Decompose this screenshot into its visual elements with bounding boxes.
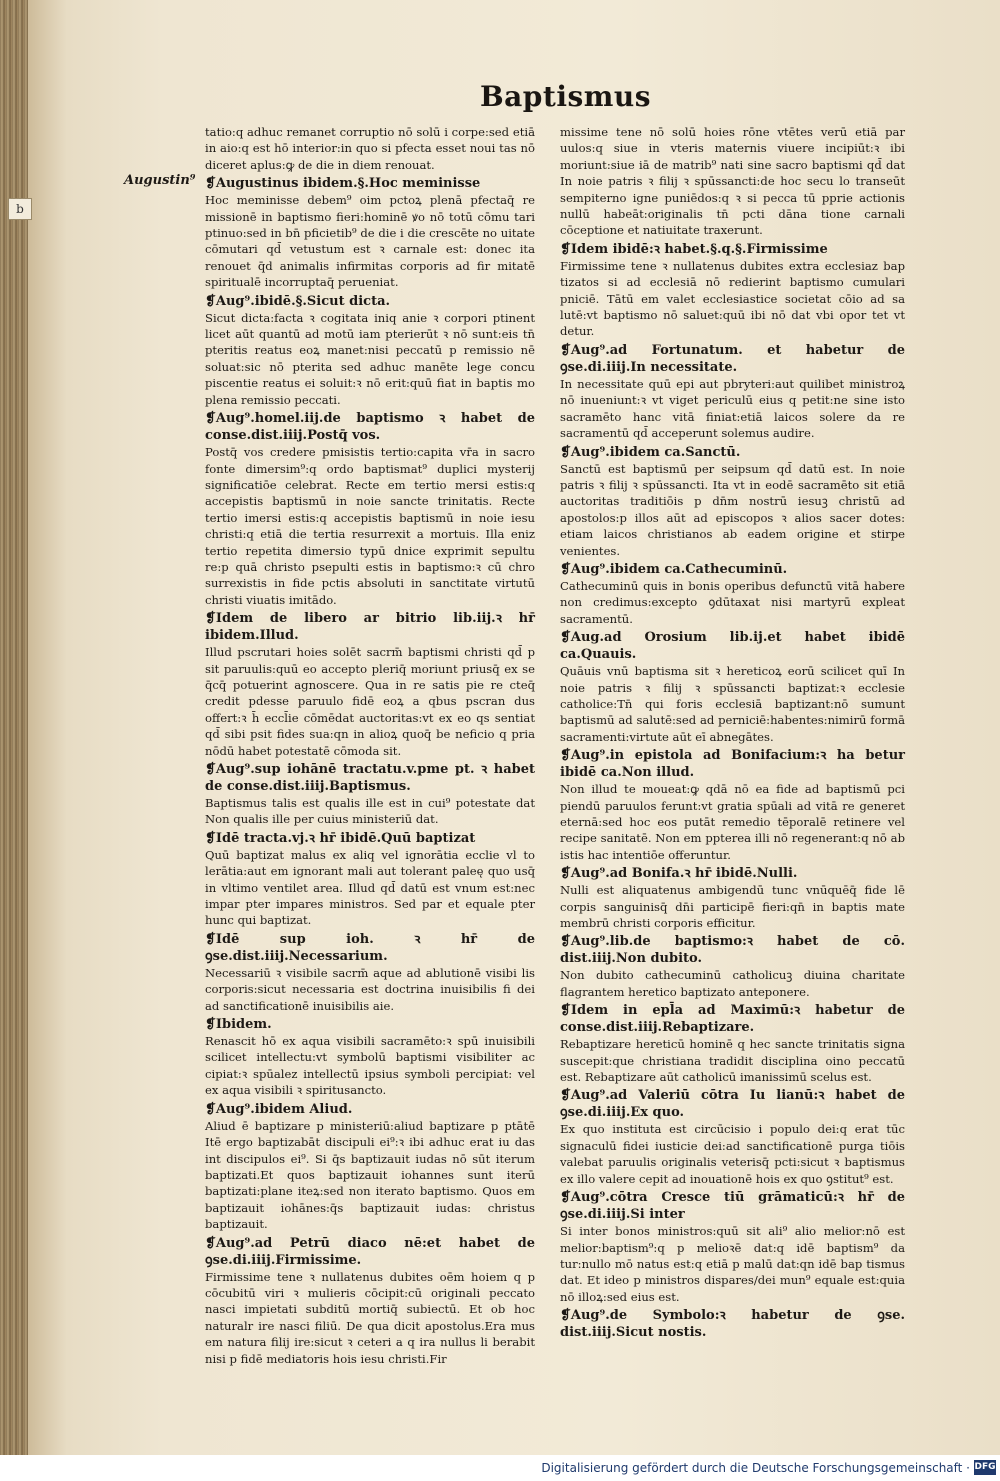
margin-note: Augustin⁹	[124, 173, 196, 188]
rubric-heading: ❡Aug⁹.ad Valeriū cōtra Iu lianū:ꝛ habet de ꝯse.di.iiij.Ex quo.	[560, 1088, 905, 1121]
rubric-heading: ❡Aug⁹.ibidem ca.Cathecuminū.	[560, 561, 788, 577]
rubric-heading: ❡Idē sup ioh. ꝛ hr̄ de ꝯse.dist.iiij.Necessarium.	[205, 931, 535, 964]
text-paragraph: missime tene nō solū hoies rōne vtētes verū etiā par uulos:q siue in vteris maternis viuere incipiūt:ꝛ ibi moriunt:siue iā de matrib⁹ nati sine sacro baptismi qd̄ dat In noie patris ꝛ filij ꝛ spūssancti:de hoc secu lo transeūt sempiterno igne puniēdos:q ꝛ si pecca tū pprie actionis nullū habeāt:originalis tn̄ pcti dāna tione carnali cōceptione et natiuitate traxerunt.	[560, 125, 905, 238]
rubric-heading: ❡Aug⁹.sup iohānē tractatu.v.pme pt. ꝛ habet de conse.dist.iiij.Baptismus.	[205, 762, 535, 794]
text-paragraph: Si inter bonos ministros:quū sit ali⁹ alio melior:nō est melior:baptism⁹:q p melioꝛē dat:q idē baptism⁹ da tur:nullo mō natus est:q etiā p malū dat:qn idē bap tismus dat. Et ideo p ministros dispares/dei mun⁹ equale est:quia nō illoꝝ:sed eius est.	[560, 1224, 905, 1304]
rubric-heading: ❡Aug.ad Orosium lib.ij.et habet ibidē ca.Quauis.	[560, 630, 905, 663]
right-column	[560, 124, 905, 1341]
rubric-heading: ❡Aug⁹.ad Fortunatum. et habetur de ꝯse.di.iiij.In necessitate.	[560, 342, 905, 375]
text-paragraph: Sicut dicta:facta ꝛ cogitata iniq anie ꝛ corpori ptinent licet aūt quantū ad motū iam pterierūt ꝛ nō sunt:eis tn̄ pteritis reatus eoꝝ manet:nisi peccatū p remissio nē soluat:sic nō pterita sed adhuc manēte lege concu piscentie reatus ei soluit:ꝛ nō erit:quū fiat in baptis mo plena remissio peccati.	[205, 310, 535, 407]
text-paragraph: Hoc meminisse debem⁹ oim pctoꝝ plenā pfectaq̄ re missionē in baptismo fieri:hominē ꝟo nō totū cōmu tari ptinuo:sed in bn̄ pficietib⁹ de die i die crescēte no uitate cōmutari qd̄ vetustum est ꝛ carnale est: donec ita renouet q̄d animalis infirmitas corporis ad fir mitatē spiritualē incorruptaq̄ perueniat.	[205, 193, 535, 290]
text-paragraph: Sanctū est baptismū per seipsum qd̄ datū est. In noie patris ꝛ filij ꝛ spūssancti. Ita vt in eodē sacramēto sit etiā auctoritas traditiōis p dn̄m nostrū iesuꝫ christū ad apostolos:p illos aūt ad episcopos ꝛ alios sacer dotes: etiam laicos christianos ab eadem origine et stirpe venientes.	[560, 461, 905, 558]
text-paragraph: tatio:q adhuc remanet corruptio nō solū i corpe:sed etiā in aio:q est hō interior:in quo si pfecta esset noui tas nō diceret aplus:ꝙ de die in diem renouat.	[205, 125, 535, 172]
page-title: Baptismus	[480, 80, 651, 113]
text-paragraph: Necessariū ꝛ visibile sacrm̄ aque ad ablutionē visibi lis corporis:sicut necessaria est doctrina inuisibilis fi dei ad sanctificationē inuisibilis aie.	[205, 965, 535, 1013]
text-paragraph: Firmissime tene ꝛ nullatenus dubites extra ecclesiaz bap tizatos si ad ecclesiā nō redierint baptismo cumulari pniciē. Tātū em valet ecclesiastice societat cōio ad sa lutē:vt baptismo nō saluet:quū ibi nō dat vbi opor tet vt detur.	[560, 258, 905, 339]
rubric-heading: ❡Aug⁹.homel.iij.de baptismo ꝛ habet de conse.dist.iiij.Postq̄ vos.	[205, 411, 535, 444]
tab-marker: b	[8, 198, 32, 220]
text-paragraph: Ex quo instituta est circūcisio i populo dei:q erat tūc signaculū fidei iusticie dei:ad sanctificationē purga tiōis valebat paruulis originalis veterisq̄ pcti:sicut ꝛ baptismus ex illo valere cepit ad inouationē hois ex quo ꝯstitut⁹ est.	[560, 1122, 905, 1186]
rubric-heading: ❡Aug⁹.in epistola ad Bonifacium:ꝛ ha betur ibidē ca.Non illud.	[560, 748, 905, 781]
dfg-logo-icon: DFG	[974, 1460, 996, 1475]
rubric-heading: ❡Idem de libero ar bitrio lib.iij.ꝛ hr̄ ibidem.Illud.	[205, 611, 535, 644]
text-paragraph: Firmissime tene ꝛ nullatenus dubites oēm hoiem q p cōcubitū viri ꝛ mulieris cōcipit:cū originali peccato nasci impietati subditū mortiq̄ subiectū. Et ob hoc naturalr ire nasci filiū. De qua dicit apostolus.Era mus em natura filij ire:sicut ꝛ ceteri a q ira nullus li berabit nisi p fidē mediatoris hois iesu christi.Fir	[205, 1269, 535, 1366]
rubric-heading: ❡Idem in epl̄a ad Maximū:ꝛ habetur de conse.dist.iiij.Rebaptizare.	[560, 1003, 905, 1036]
text-paragraph: Aliud ē baptizare p ministeriū:aliud baptizare p ptātē Itē ergo baptizabāt discipuli ei⁹:ꝛ ibi adhuc erat iu das int discipulos ei⁹. Si q̄s baptizauit iudas nō sūt iterum baptizati.Et quos baptizauit iohannes sunt iterū baptizati:plane iteꝝ:sed non iterato baptismo. Quos em baptizauit iohānes:q̄s baptizauit iudas: christus baptizauit.	[205, 1118, 535, 1232]
rubric-heading: ❡Idē tracta.vj.ꝛ hr̄ ibidē.Quū baptizat	[205, 830, 476, 846]
text-paragraph: Renascit hō ex aqua visibili sacramēto:ꝛ spū inuisibili scilicet intellectu:vt symbolū baptismi visibiliter ac cipiat:ꝛ spūalez intellectū ipsius symboli percipiat: vel ex aqua visibili ꝛ spiritusancto.	[205, 1034, 535, 1098]
text-paragraph: Rebaptizare hereticū hominē q hec sancte trinitatis signa suscepit:que christiana tradidit disciplina oino peccatū est. Rebaptizare aūt catholicū imanissimū scelus est.	[560, 1037, 905, 1085]
rubric-heading: ❡Idem ibidē:ꝛ habet.§.q.§.Firmissime	[560, 241, 828, 257]
rubric-heading: ❡Aug⁹.ibidē.§.Sicut dicta.	[205, 293, 391, 309]
text-paragraph: Quū baptizat malus ex aliq vel ignorātia ecclie vl to lerātia:aut em ignorant mali aut tolerant paleę quo usq̄ in vltimo ventilet area. Illud qd̄ datū est vnum est:nec impar pter impares ministros. Sed par et equale pter hunc qui baptizat.	[205, 847, 535, 928]
rubric-heading: ❡Aug⁹.ibidem Aliud.	[205, 1101, 353, 1117]
digitization-footer	[0, 1455, 1000, 1481]
rubric-heading: ❡Aug⁹.de Symbolo:ꝛ habetur de ꝯse. dist.iiij.Sicut nostis.	[560, 1308, 905, 1341]
show-through-ghost	[170, 80, 177, 105]
rubric-heading: ❡Aug⁹.lib.de baptismo:ꝛ habet de cō. dist.iiij.Non dubito.	[560, 934, 905, 967]
text-paragraph: Non illud te moueat:ꝙ qdā nō ea fide ad baptismū pci piendū paruulos ferunt:vt gratia spūali ad vitā re generet eternā:sed hoc eos putāt remedio tēporalē retinere vel recipe sanitatē. Non em ppterea illi nō regenerant:q nō ab istis hac intentiōe offeruntur.	[560, 782, 905, 862]
rubric-heading: ❡Aug⁹.ibidem ca.Sanctū.	[560, 444, 741, 460]
text-paragraph: Cathecuminū quis in bonis operibus defunctū vitā habere non credimus:excepto ꝯdūtaxat nisi martyrū expleat sacramentū.	[560, 578, 905, 626]
footer-credit-text: Digitalisierung gefördert durch die Deutsche Forschungsgemeinschaft ·	[541, 1461, 970, 1475]
text-paragraph: Postq̄ vos credere pmisistis tertio:capita vr̄a in sacro fonte dimersim⁹:q ordo baptismat⁹ duplici mysterij significatiōe celebrat. Recte em tertio mersi estis:q accepistis baptismū in noie sancte trinitatis. Recte tertio imersi estis:q accepistis baptismū in noie iesu christi:q etiā die tertia resurrexit a mortuis. Illa eniz tertio repetita dimersio typū dnice exprimit sepultu re:p quā christo psepulti estis in baptismo:ꝛ cū chro surrexistis in fide pctis absoluti in sanctitate virtutū christi viuatis imitādo.	[205, 445, 535, 607]
text-paragraph: Baptismus talis est qualis ille est in cui⁹ potestate dat Non qualis ille per cuius ministeriū dat.	[205, 796, 535, 827]
text-paragraph: Nulli est aliquatenus ambigendū tunc vnūquēq̄ fide lē corpis sanguinisq̄ dn̄i participē fieri:qn̄ in baptis mate membrū christi corporis efficitur.	[560, 883, 905, 931]
left-column	[205, 124, 535, 1369]
rubric-heading: ❡Ibidem.	[205, 1017, 272, 1033]
rubric-heading: ❡Aug⁹.cōtra Cresce tiū grāmaticū:ꝛ hr̄ de ꝯse.di.iiij.Si inter	[560, 1190, 905, 1223]
rubric-heading: ❡Aug⁹.ad Petrū diaco nē:et habet de ꝯse.di.iiij.Firmissime.	[205, 1235, 535, 1268]
text-paragraph: Illud pscrutari hoies solēt sacrm̄ baptismi christi qd̄ p sit paruulis:quū eo accepto pleriq̄ moriunt priusq̄ ex se q̄cq̄ potuerint agnoscere. Qua in re satis pie re cteq̄ credit pdesse paruulo fidē eoꝝ a qbus pscran dus offert:ꝛ h̄ eccl̄ie cōmēdat auctoritas:vt ex eo qs sentiat qd̄ sibi psit fides sua:qn in alioꝝ quoq̄ be neficio q pria nōdū habet potestatē cōmoda sit.	[205, 645, 535, 758]
text-paragraph: Non dubito cathecuminū catholicuꝫ diuina charitate flagrantem heretico baptizato anteponere.	[560, 968, 905, 999]
rubric-heading: ❡Aug⁹.ad Bonifa.ꝛ hr̄ ibidē.Nulli.	[560, 866, 798, 882]
text-paragraph: Quāuis vnū baptisma sit ꝛ hereticoꝝ eorū scilicet quī In noie patris ꝛ filij ꝛ spūssancti baptizat:ꝛ ecclesie catholice:Tn̄ qui foris ecclesiā baptizant:nō sumunt baptismū ad salutē:sed ad perniciē:habentes:nimirū formā sacramenti:virtute aūt eī abnegātes.	[560, 664, 905, 744]
rubric-heading: ❡Augustinus ibidem.§.Hoc meminisse	[205, 176, 481, 192]
text-paragraph: In necessitate quū epi aut pbryteri:aut quilibet ministroꝝ nō inueniunt:ꝛ vt viget periculū eius q petit:ne sine isto sacramēto hanc vitā finiat:etiā laicos solere da re sacramentū qd̄ acceperunt solemus audire.	[560, 376, 905, 441]
